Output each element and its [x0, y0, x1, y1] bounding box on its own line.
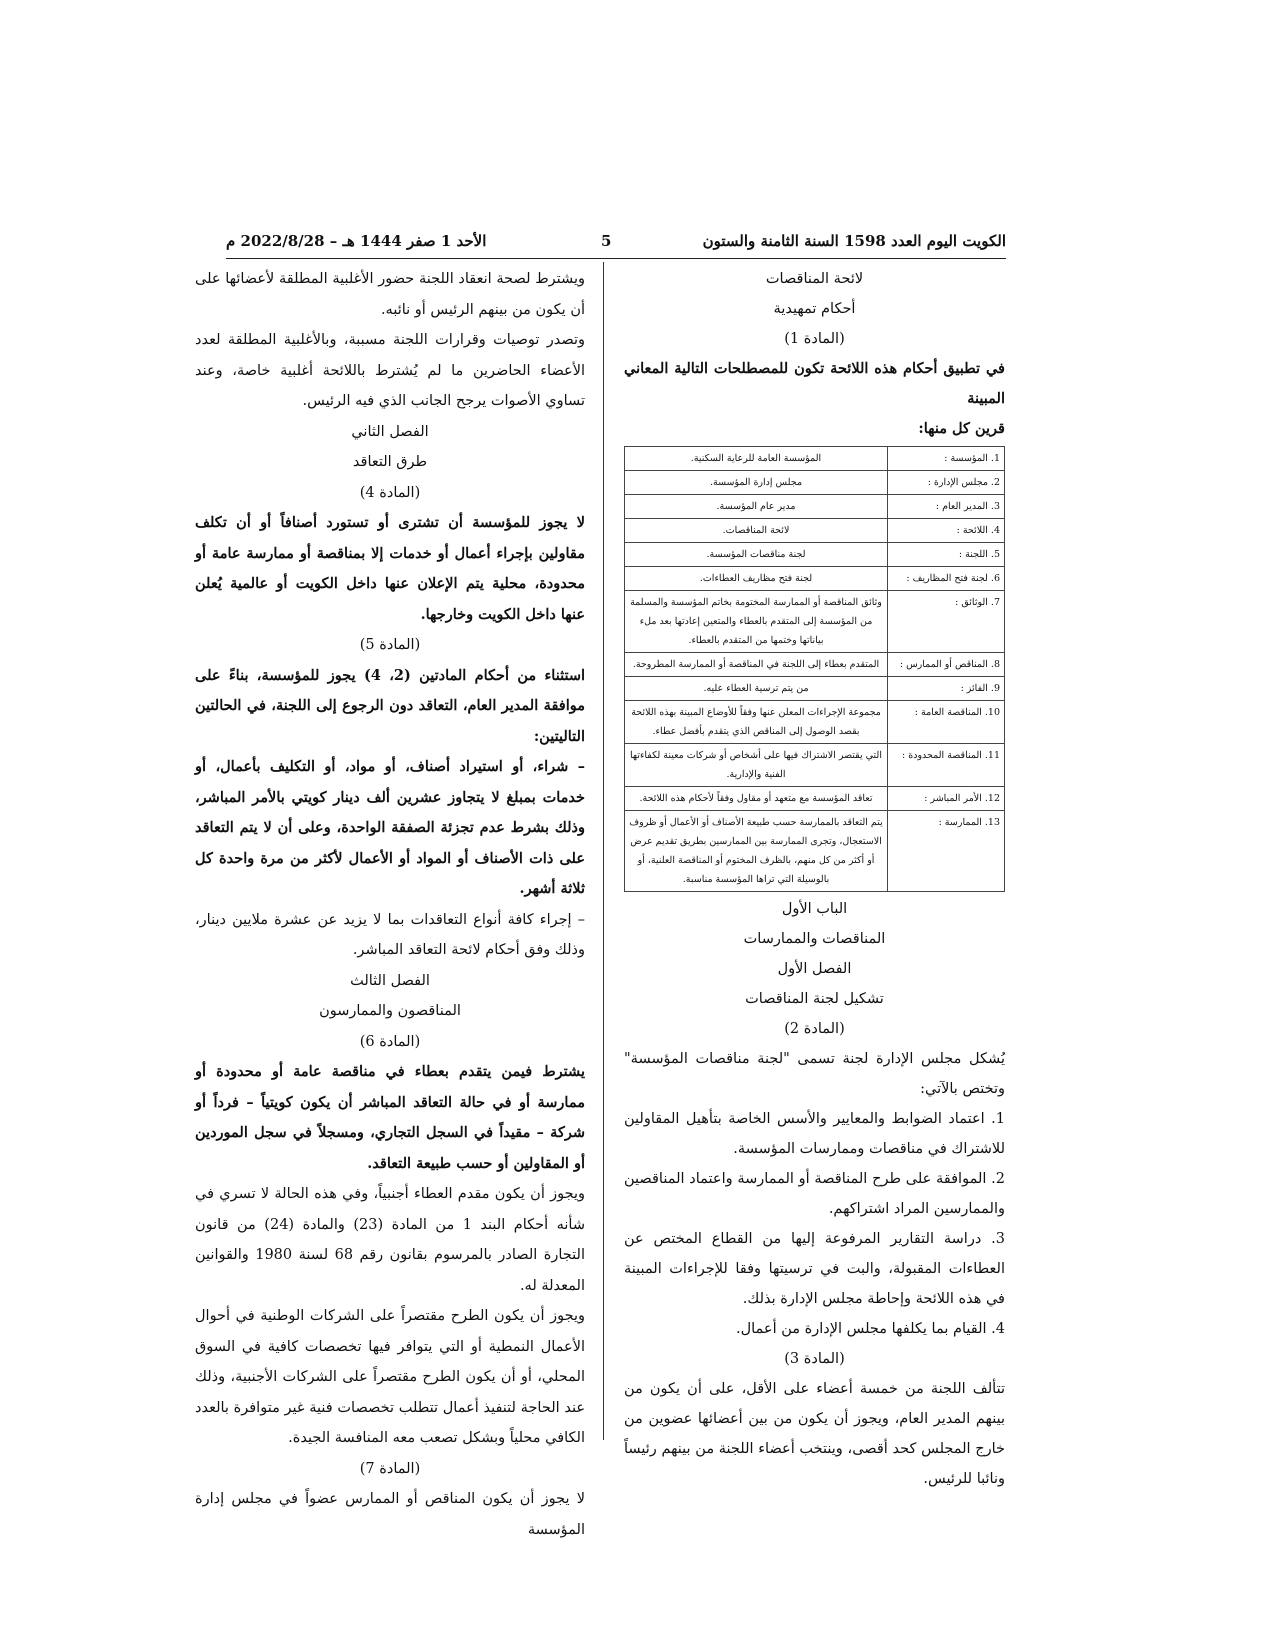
article-heading: (المادة 4) [359, 484, 421, 501]
article-text: لا يجوز أن يكون المناقص أو الممارس عضواً في مجلس إدارة المؤسسة [195, 1491, 585, 1538]
definition-term: 2. مجلس الإدارة : [888, 471, 1005, 495]
article-heading: (المادة 2) [784, 1021, 845, 1037]
definition-term: 8. المناقص أو الممارس : [888, 653, 1005, 677]
article-heading: (المادة 1) [784, 331, 845, 347]
article-text: يشترط فيمن يتقدم بعطاء في مناقصة عامة أو محدودة أو ممارسة أو في حالة التعاقد المباشر أن يكون كويتياً – فرداً أو شركة – مقيداً في السجل التجاري، ومسجلاً في سجل الموردين أو المقاولين أو حسب طبيعة التعاقد. [195, 1063, 585, 1172]
article-text: ويشترط لصحة انعقاد اللجنة حضور الأغلبية المطلقة لأعضائها على أن يكون من بينهم الرئيس أو نائبه. [195, 271, 585, 318]
chapter-heading: الفصل الثاني [351, 423, 429, 440]
article-text: تتألف اللجنة من خمسة أعضاء على الأقل، على أن يكون من بينهم المدير العام، ويجوز أن يكون من بين أعضائها عضوين من خارج المجلس كحد أقصى، وينتخب أعضاء اللجنة من بينهم رئيساً ونائبا للرئيس. [624, 1381, 1005, 1487]
article-text: يُشكل مجلس الإدارة لجنة تسمى "لجنة مناقصات المؤسسة" وتختص بالآتي: [624, 1051, 1005, 1097]
definition-row [625, 471, 1005, 495]
definition-term: 6. لجنة فتح المظاريف : [888, 567, 1005, 591]
definition-meaning: لجنة مناقصات المؤسسة. [625, 543, 888, 567]
part-title: المناقصات والممارسات [743, 931, 886, 947]
definition-meaning: التي يقتصر الاشتراك فيها على أشخاص أو شركات معينة لكفاءتها الفنية والإدارية. [625, 744, 888, 787]
definition-row [625, 591, 1005, 653]
definition-term: 9. الفائز : [888, 677, 1005, 701]
page-number: 5 [601, 232, 612, 250]
definition-row [625, 653, 1005, 677]
definition-meaning: مجلس إدارة المؤسسة. [625, 471, 888, 495]
right-column [624, 264, 1005, 1494]
article-item: 2. الموافقة على طرح المناقصة أو الممارسة واعتماد المناقصين والممارسين المراد اشتراكهم. [624, 1171, 1005, 1217]
definition-term: 12. الأمر المباشر : [888, 787, 1005, 811]
definition-term: 3. المدير العام : [888, 495, 1005, 519]
publication-info: الكويت اليوم العدد 1598 السنة الثامنة والستون [702, 232, 1006, 250]
definition-term: 1. المؤسسة : [888, 447, 1005, 471]
article-text: استثناء من أحكام المادتين (2، 4) يجوز للمؤسسة، بناءً على موافقة المدير العام، التعاقد دون الرجوع إلى اللجنة، في الحالتين التاليتين: [195, 666, 585, 745]
article-text: قرين كل منها: [918, 420, 1005, 437]
definition-row [625, 701, 1005, 744]
definition-meaning: لجنة فتح مظاريف العطاءات. [625, 567, 888, 591]
article-heading: (المادة 6) [359, 1033, 421, 1050]
definition-meaning: وثائق المناقصة أو الممارسة المختومة بخاتم المؤسسة والمسلمة من المؤسسة إلى المتقدم بالعطاء والمتعين إعادتها بعد ملء بياناتها وختمها من المتقدم بالعطاء. [625, 591, 888, 653]
article-item: 3. دراسة التقارير المرفوعة إليها من القطاع المختص عن العطاءات المقبولة، والبت في ترسيتها وفقا للإجراءات المبينة في هذه اللائحة وإحاطة مجلس الإدارة بذلك. [624, 1231, 1005, 1307]
definition-row [625, 744, 1005, 787]
definition-meaning: مجموعة الإجراءات المعلن عنها وفقاً للأوضاع المبينة بهذه اللائحة بقصد الوصول إلى المناقص الذي يتقدم بأفضل عطاء. [625, 701, 888, 744]
chapter-title: تشكيل لجنة المناقصات [745, 991, 884, 1007]
definition-meaning: مدير عام المؤسسة. [625, 495, 888, 519]
definition-row [625, 447, 1005, 471]
article-item: – إجراء كافة أنواع التعاقدات بما لا يزيد عن عشرة ملايين دينار، وذلك وفق أحكام لائحة التعاقد المباشر. [195, 911, 585, 958]
chapter-heading: الفصل الأول [777, 961, 852, 977]
definition-row [625, 787, 1005, 811]
definition-term: 13. الممارسة : [888, 811, 1005, 892]
definition-term: 4. اللائحة : [888, 519, 1005, 543]
section-title: أحكام تمهيدية [773, 301, 856, 317]
definition-meaning: لائحة المناقصات. [625, 519, 888, 543]
article-text: في تطبيق أحكام هذه اللائحة تكون للمصطلحات التالية المعاني المبينة [624, 360, 1005, 407]
definition-meaning: يتم التعاقد بالممارسة حسب طبيعة الأصناف أو الأعمال أو ظروف الاستعجال، وتجرى الممارسة بين الممارسين بطريق تقديم عرض أو أكثر من كل منهم، بالظرف المختوم أو المناقصة العلنية، أو بالوسيلة التي تراها المؤسسة مناسبة. [625, 811, 888, 892]
article-text: ويجوز أن يكون الطرح مقتصراً على الشركات الوطنية في أحوال الأعمال النمطية أو التي يتوافر فيها تخصصات كافية في السوق المحلي، أو أن يكون الطرح مقتصراً على الشركات الأجنبية، وذلك عند الحاجة لتنفيذ أعمال تتطلب تخصصات فنية غير متوافرة بالعدد الكافي محلياً وبشكل تصعب معه المنافسة الجيدة. [195, 1308, 585, 1446]
article-heading: (المادة 3) [784, 1351, 845, 1367]
article-item: – شراء، أو استيراد أصناف، أو مواد، أو التكليف بأعمال، أو خدمات بمبلغ لا يتجاوز عشرين ألف دينار كويتي بالأمر المباشر، وذلك بشرط عدم تجزئة الصفقة الواحدة، وعلى أن لا يتم التعاقد على ذات الأصناف أو المواد أو الأعمال لأكثر من مرة واحدة كل ثلاثة أشهر. [195, 758, 585, 897]
page-header [226, 232, 1006, 259]
definition-term: 11. المناقصة المحدودة : [888, 744, 1005, 787]
article-text: وتصدر توصيات وقرارات اللجنة مسببة، وبالأغلبية المطلقة لعدد الأعضاء الحاضرين ما لم يُشترط باللائحة أغلبية خاصة، وعند تساوي الأصوات يرجح الجانب الذي فيه الرئيس. [195, 332, 585, 409]
definition-term: 5. اللجنة : [888, 543, 1005, 567]
definition-row [625, 495, 1005, 519]
definition-meaning: تعاقد المؤسسة مع متعهد أو مقاول وفقاً لأحكام هذه اللائحة. [625, 787, 888, 811]
definition-row [625, 567, 1005, 591]
definition-row [625, 811, 1005, 892]
article-item: 1. اعتماد الضوابط والمعايير والأسس الخاصة بتأهيل المقاولين للاشتراك في مناقصات وممارسات المؤسسة. [624, 1111, 1005, 1157]
definition-row [625, 519, 1005, 543]
issue-date: الأحد 1 صفر 1444 هـ – 2022/8/28 م [226, 232, 487, 250]
article-heading: (المادة 5) [359, 637, 421, 653]
article-text: ويجوز أن يكون مقدم العطاء أجنبياً، وفي هذه الحالة لا تسري في شأنه أحكام البند 1 من المادة (23) والمادة (24) من قانون التجارة الصادر بالمرسوم بقانون رقم 68 لسنة 1980 والقوانين المعدلة له. [195, 1186, 585, 1294]
article-text: لا يجوز للمؤسسة أن تشترى أو تستورد أصنافاً أو أن تكلف مقاولين بإجراء أعمال أو خدمات إلا بمناقصة أو ممارسة عامة أو محدودة، محلية يتم الإعلان عنها داخل الكويت أو عالمية يُعلن عنها داخل الكويت وخارجها. [195, 514, 585, 623]
definition-row [625, 543, 1005, 567]
regulation-title: لائحة المناقصات [765, 271, 864, 287]
definition-row [625, 677, 1005, 701]
article-heading: (المادة 7) [359, 1460, 421, 1477]
left-column [195, 264, 585, 1545]
chapter-title: المناقصون والممارسون [319, 1003, 461, 1019]
chapter-title: طرق التعاقد [352, 454, 428, 470]
definition-meaning: المتقدم بعطاء إلى اللجنة في المناقصة أو الممارسة المطروحة. [625, 653, 888, 677]
definition-term: 7. الوثائق : [888, 591, 1005, 653]
definition-meaning: المؤسسة العامة للرعاية السكنية. [625, 447, 888, 471]
part-heading: الباب الأول [781, 901, 848, 917]
definition-meaning: من يتم ترسية العطاء عليه. [625, 677, 888, 701]
definitions-table [624, 446, 1005, 892]
column-divider [603, 262, 604, 1440]
chapter-heading: الفصل الثالث [350, 972, 430, 989]
article-item: 4. القيام بما يكلفها مجلس الإدارة من أعمال. [735, 1321, 1005, 1337]
definition-term: 10. المناقصة العامة : [888, 701, 1005, 744]
